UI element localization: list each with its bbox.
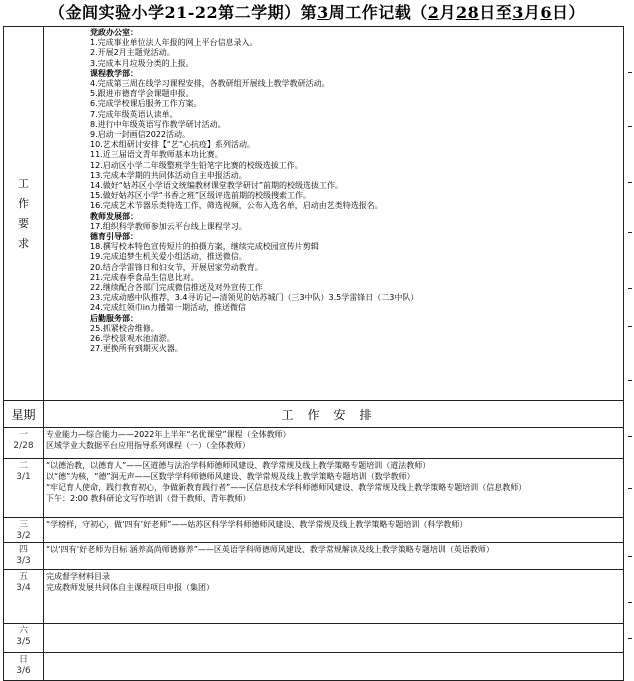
requirement-item: 1.完成事业单位法人年报的网上平台信息录入。 bbox=[90, 38, 258, 48]
schedule-item: 完成教师发展共同体自主课程项目申报（集团） bbox=[46, 583, 214, 592]
arrangement-header: 工作安排 bbox=[44, 401, 624, 428]
right-margin-marks bbox=[624, 26, 634, 656]
requirement-item: 20.结合学雷锋日和妇女节，开展居家劳动教育。 bbox=[90, 262, 263, 272]
schedule-item: “以德治教，以德育人”——区道德与法治学科师德师风建设、教学常规及线上教学策略专题培训（道法教师） bbox=[46, 461, 431, 470]
schedule-cell bbox=[44, 518, 624, 543]
requirement-item: 27.更换所有到期灭火器。 bbox=[90, 344, 183, 354]
weekday-label: 二 bbox=[18, 461, 28, 471]
day-cell bbox=[4, 624, 44, 653]
day-row bbox=[4, 459, 624, 518]
day-cell bbox=[4, 518, 44, 543]
requirement-item: 16.完成艺术节器乐类特选工作，筛选视频，公布入选名单，启动由艺类特选报名。 bbox=[90, 201, 383, 211]
requirement-item: 2.开展2月主题党活动。 bbox=[90, 48, 175, 58]
schedule-cell bbox=[44, 459, 624, 518]
requirement-item: 23.完成动感中队推荐，3.4寻访记—清领见的姑苏城门（三3中队）3.5学雷锋日（二3中队） bbox=[90, 293, 419, 303]
day-row bbox=[4, 653, 624, 681]
requirements-row bbox=[4, 27, 624, 401]
requirement-item: 5.跟进市德育学会课题申报。 bbox=[90, 89, 194, 99]
requirement-item: 26.学校景观水池清淤。 bbox=[90, 334, 175, 344]
date-label: 3/3 bbox=[16, 556, 31, 566]
requirement-item: 10.艺术组研讨安排【“艺”心抗疫】系列活动。 bbox=[90, 140, 256, 150]
schedule-item: “牢记育人使命，践行教育初心，争做新教育践行者”——区信息技术学科师德师风建设、教学常规及线上教学策略专题培训（信息教师） bbox=[46, 483, 527, 492]
weekday-header: 星期 bbox=[4, 401, 44, 428]
weekday-label: 一 bbox=[18, 430, 28, 440]
requirement-item: 25.抓紧校舍维修。 bbox=[90, 323, 159, 333]
date-label: 3/1 bbox=[16, 472, 31, 482]
date-label: 3/5 bbox=[16, 637, 31, 647]
requirement-item: 24.完成红领巾in力播第一期活动，推送微信 bbox=[90, 303, 247, 313]
schedule-item: “学榜样，守初心，做‘四有’好老师”——姑苏区科学学科师德师风建设、教学常规及线上教学策略专题培训（科学教师） bbox=[46, 520, 468, 529]
requirement-item: 19.完成追梦生机关爱小组活动，推送微信。 bbox=[90, 252, 247, 262]
date-label: 3/2 bbox=[16, 531, 31, 541]
requirement-item: 11.近三届语文青年教师基本功比赛。 bbox=[90, 150, 223, 160]
schedule-item: 完成督学材料目录 bbox=[46, 572, 110, 581]
date-label: 3/6 bbox=[16, 666, 31, 676]
requirement-item: 17.组织科学教师参加云平台线上课程学习。 bbox=[90, 221, 247, 231]
department-heading: 党政办公室： bbox=[90, 28, 138, 37]
requirement-item: 14.做好“姑苏区小学语文统编教材课堂教学研讨”前期的校级选拔工作。 bbox=[90, 181, 344, 191]
requirement-item: 9.启动一封画信2022活动。 bbox=[90, 130, 190, 140]
schedule-cell bbox=[44, 653, 624, 681]
day-cell bbox=[4, 543, 44, 570]
department-heading: 德育引导部： bbox=[90, 232, 138, 242]
requirement-item: 21.完成春季食品生信息比对。 bbox=[90, 272, 199, 282]
requirement-item: 12.启动区小学二年级整班学生铅笔字比赛的校级选拔工作。 bbox=[90, 160, 303, 170]
requirements-content bbox=[44, 27, 624, 401]
weekday-label: 日 bbox=[18, 655, 28, 665]
weekday-label: 三 bbox=[18, 520, 28, 530]
requirement-item: 6.完成学校课后服务工作方案。 bbox=[90, 99, 202, 109]
date-label: 3/4 bbox=[16, 583, 31, 593]
requirement-item: 3.完成本月垃圾分类的上报。 bbox=[90, 58, 194, 68]
schedule-item: 以“德”为核，“德”润无声——区数学学科师德师风建设、教学常规及线上教学策略专题培训（数学教师） bbox=[46, 472, 415, 481]
schedule-item: 区域学业大数据平台应用指导系列课程（一）（全体教师） bbox=[46, 441, 250, 450]
weekday-label: 五 bbox=[18, 572, 28, 582]
day-row bbox=[4, 570, 624, 624]
schedule-item: 专业能力—综合能力——2022年上半年“名优课堂”课程（全体教师） bbox=[46, 430, 291, 439]
date-label: 2/28 bbox=[13, 441, 34, 451]
day-row bbox=[4, 624, 624, 653]
day-row bbox=[4, 518, 624, 543]
requirement-item: 8.进行中年级英语写作教学研讨活动。 bbox=[90, 119, 226, 129]
schedule-item: “以‘四有’好老师为目标 涵养高尚师德修养”——区英语学科师德师风建设、教学常规解读及线上教学策略专题培训（英语教师） bbox=[46, 545, 494, 554]
schedule-item: 下午：2:00 教科研论文写作培训（骨干教师、青年教师） bbox=[46, 494, 251, 503]
requirement-item: 7.完成年级英语认读单。 bbox=[90, 109, 178, 119]
schedule-cell bbox=[44, 543, 624, 570]
requirements-label: 工 作 要 求 bbox=[4, 27, 44, 401]
requirement-item: 22.继续配合各部门完成微信推送及对外宣传工作 bbox=[90, 283, 263, 293]
day-row bbox=[4, 428, 624, 459]
department-heading: 后勤服务部： bbox=[90, 313, 138, 323]
day-cell bbox=[4, 428, 44, 459]
page-title: （金闾实验小学21-22第二学期）第3周工作记载（2月28日至3月6日） bbox=[48, 3, 586, 22]
requirement-item: 13.完成本学期的共同体活动自主申报活动。 bbox=[90, 170, 247, 180]
requirement-item: 4.完成第三周在线学习课程安排，各教研组开展线上教学教研活动。 bbox=[90, 79, 330, 89]
department-heading: 课程教学部： bbox=[90, 68, 138, 78]
work-record-table bbox=[3, 26, 624, 681]
requirement-item: 15.做好姑苏区小学“书香之班”区级评选前期的校级搜索工作。 bbox=[90, 191, 312, 201]
department-heading: 教师发展部： bbox=[90, 211, 138, 221]
weekday-label: 六 bbox=[18, 626, 28, 636]
requirement-item: 18.撰写校本特色宣传短片的拍摄方案，继续完成校园宣传片剪辑 bbox=[90, 242, 319, 252]
schedule-cell bbox=[44, 624, 624, 653]
schedule-cell bbox=[44, 570, 624, 624]
schedule-header-row bbox=[4, 401, 624, 428]
weekday-label: 四 bbox=[18, 545, 28, 555]
day-row bbox=[4, 543, 624, 570]
day-cell bbox=[4, 653, 44, 681]
day-cell bbox=[4, 459, 44, 518]
day-cell bbox=[4, 570, 44, 624]
schedule-cell bbox=[44, 428, 624, 459]
